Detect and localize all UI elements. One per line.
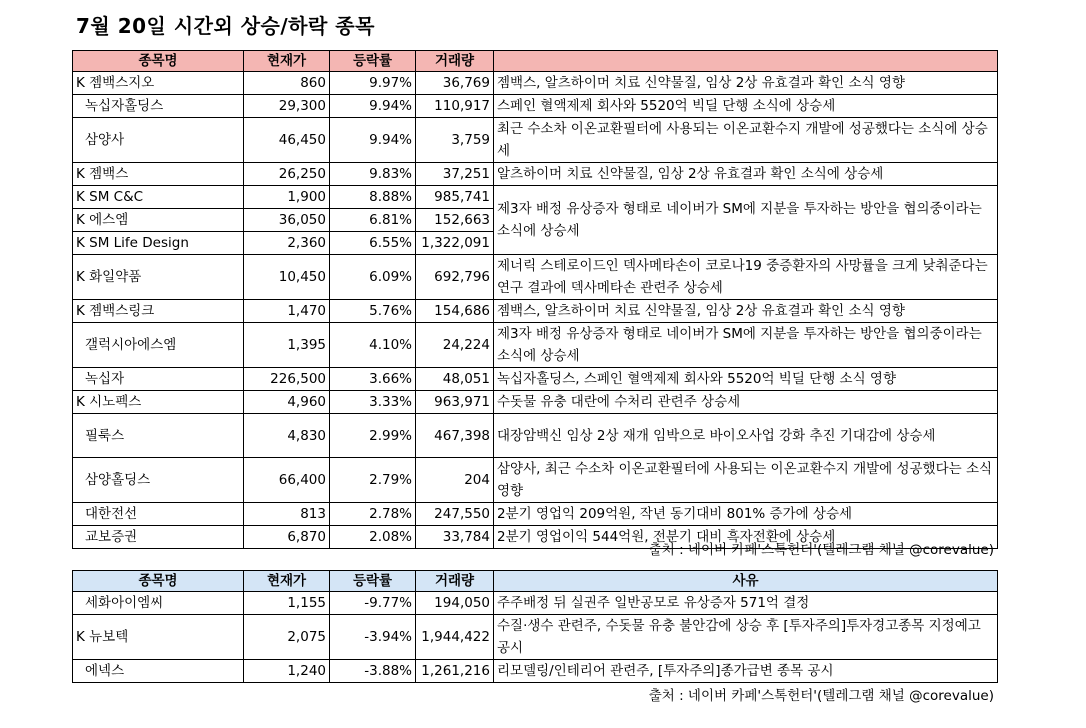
stock-price: 860 [244,72,330,95]
stock-rate: 2.78% [330,503,416,526]
stock-price: 226,500 [244,368,330,391]
fall-header-row [73,571,998,592]
table-row [73,323,998,368]
stock-rate: 2.99% [330,414,416,458]
stock-price: 29,300 [244,95,330,118]
table-row [73,163,998,186]
table-row [73,95,998,118]
stock-price: 1,395 [244,323,330,368]
stock-volume: 33,784 [416,526,494,549]
stock-reason: 제3자 배정 유상증자 형태로 네이버가 SM에 지분을 투자하는 방안을 협의중이라는 소식에 상승세 [494,186,998,255]
stock-price: 10,450 [244,255,330,300]
table-row [73,255,998,300]
stock-price: 46,450 [244,118,330,163]
stock-rate: 9.83% [330,163,416,186]
stock-reason: 젬백스, 알츠하이머 치료 신약물질, 임상 2상 유효결과 확인 소식 영향 [494,300,998,323]
stock-name: 갤럭시아에스엠 [73,323,244,368]
stock-price: 26,250 [244,163,330,186]
stock-name: 대한전선 [73,503,244,526]
stock-rate: 9.97% [330,72,416,95]
stock-reason: 최근 수소차 이온교환필터에 사용되는 이온교환수지 개발에 성공했다는 소식에 상승세 [494,118,998,163]
stock-volume: 1,944,422 [416,615,494,660]
header-volume: 거래량 [416,571,494,592]
stock-volume: 48,051 [416,368,494,391]
stock-name: K 에스엠 [73,209,244,232]
stock-price: 1,470 [244,300,330,323]
stock-name: K 화일약품 [73,255,244,300]
header-reason [494,51,998,72]
stock-rate: -3.94% [330,615,416,660]
stock-price: 2,075 [244,615,330,660]
stock-rate: 9.94% [330,95,416,118]
table-row [73,660,998,683]
header-rate: 등락률 [330,571,416,592]
rise-header-row [73,51,998,72]
table-row [73,458,998,503]
table-row [73,300,998,323]
stock-volume: 110,917 [416,95,494,118]
stock-volume: 36,769 [416,72,494,95]
stock-volume: 692,796 [416,255,494,300]
rise-table [72,50,998,549]
stock-rate: 2.79% [330,458,416,503]
table-row [73,72,998,95]
stock-rate: 6.55% [330,232,416,255]
stock-volume: 1,261,216 [416,660,494,683]
table-row [73,186,998,209]
stock-name: 삼양사 [73,118,244,163]
header-reason: 사유 [494,571,998,592]
stock-price: 4,960 [244,391,330,414]
header-name: 종목명 [73,571,244,592]
stock-price: 1,900 [244,186,330,209]
stock-volume: 204 [416,458,494,503]
stock-volume: 985,741 [416,186,494,209]
header-price: 현재가 [244,51,330,72]
stock-rate: 3.66% [330,368,416,391]
stock-name: 필룩스 [73,414,244,458]
stock-name: 교보증권 [73,526,244,549]
stock-rate: 8.88% [330,186,416,209]
table-row [73,615,998,660]
page-title: 7월 20일 시간외 상승/하락 종목 [76,14,375,38]
stock-reason: 2분기 영업익 209억원, 작년 동기대비 801% 증가에 상승세 [494,503,998,526]
stock-name: K 젬백스링크 [73,300,244,323]
stock-reason: 제너릭 스테로이드인 덱사메타손이 코로나19 중증환자의 사망률을 크게 낮춰준다는 연구 결과에 덱사메타손 관련주 상승세 [494,255,998,300]
stock-reason: 수질·생수 관련주, 수돗물 유충 불안감에 상승 후 [투자주의]투자경고종목 지정예고 공시 [494,615,998,660]
stock-volume: 24,224 [416,323,494,368]
stock-name: K SM C&C [73,186,244,209]
table-row [73,503,998,526]
stock-name: K 젬백스 [73,163,244,186]
stock-reason: 녹십자홀딩스, 스페인 혈액제제 회사와 5520억 빅딜 단행 소식 영향 [494,368,998,391]
stock-reason: 수돗물 유충 대란에 수처리 관련주 상승세 [494,391,998,414]
table-row [73,118,998,163]
stock-name: 녹십자 [73,368,244,391]
stock-reason: 2분기 영업이익 544억원, 전분기 대비 흑자전환에 상승세 [494,526,998,549]
stock-name: K 젬백스지오 [73,72,244,95]
stock-reason: 알츠하이머 치료 신약물질, 임상 2상 유효결과 확인 소식에 상승세 [494,163,998,186]
source-caption: 출처 : 네이버 카페'스톡헌터'(텔레그램 채널 @corevalue) [648,542,994,558]
stock-name: K 시노펙스 [73,391,244,414]
stock-name: 녹십자홀딩스 [73,95,244,118]
table-row [73,391,998,414]
header-volume: 거래량 [416,51,494,72]
stock-rate: 6.09% [330,255,416,300]
stock-name: 삼양홀딩스 [73,458,244,503]
stock-price: 6,870 [244,526,330,549]
stock-price: 1,240 [244,660,330,683]
stock-name: K 뉴보텍 [73,615,244,660]
stock-price: 4,830 [244,414,330,458]
stock-name: K SM Life Design [73,232,244,255]
stock-reason: 리모델링/인테리어 관련주, [투자주의]종가급변 종목 공시 [494,660,998,683]
stock-reason: 대장암백신 임상 2상 재개 임박으로 바이오사업 강화 추진 기대감에 상승세 [494,414,998,458]
stock-volume: 194,050 [416,592,494,615]
stock-volume: 467,398 [416,414,494,458]
header-name: 종목명 [73,51,244,72]
stock-volume: 37,251 [416,163,494,186]
stock-reason: 삼양사, 최근 수소차 이온교환필터에 사용되는 이온교환수지 개발에 성공했다는 소식 영향 [494,458,998,503]
stock-rate: -3.88% [330,660,416,683]
table-row [73,368,998,391]
stock-reason: 젬백스, 알츠하이머 치료 신약물질, 임상 2상 유효결과 확인 소식 영향 [494,72,998,95]
stock-reason: 스페인 혈액제제 회사와 5520억 빅딜 단행 소식에 상승세 [494,95,998,118]
stock-rate: 4.10% [330,323,416,368]
stock-rate: 5.76% [330,300,416,323]
stock-price: 66,400 [244,458,330,503]
stock-volume: 154,686 [416,300,494,323]
stock-rate: 3.33% [330,391,416,414]
stock-reason: 제3자 배정 유상증자 형태로 네이버가 SM에 지분을 투자하는 방안을 협의중이라는 소식에 상승세 [494,323,998,368]
stock-price: 36,050 [244,209,330,232]
stock-name: 세화아이엠씨 [73,592,244,615]
stock-price: 1,155 [244,592,330,615]
header-price: 현재가 [244,571,330,592]
stock-price: 813 [244,503,330,526]
fall-table [72,570,998,683]
stock-volume: 152,663 [416,209,494,232]
stock-rate: -9.77% [330,592,416,615]
stock-reason: 주주배정 뒤 실권주 일반공모로 유상증자 571억 결정 [494,592,998,615]
stock-rate: 2.08% [330,526,416,549]
source-caption: 출처 : 네이버 카페'스톡헌터'(텔레그램 채널 @corevalue) [648,688,994,704]
stock-volume: 3,759 [416,118,494,163]
stock-volume: 1,322,091 [416,232,494,255]
stock-rate: 6.81% [330,209,416,232]
stock-volume: 247,550 [416,503,494,526]
table-row [73,414,998,458]
header-rate: 등락률 [330,51,416,72]
stock-name: 에넥스 [73,660,244,683]
stock-rate: 9.94% [330,118,416,163]
stock-volume: 963,971 [416,391,494,414]
stock-price: 2,360 [244,232,330,255]
table-row [73,592,998,615]
